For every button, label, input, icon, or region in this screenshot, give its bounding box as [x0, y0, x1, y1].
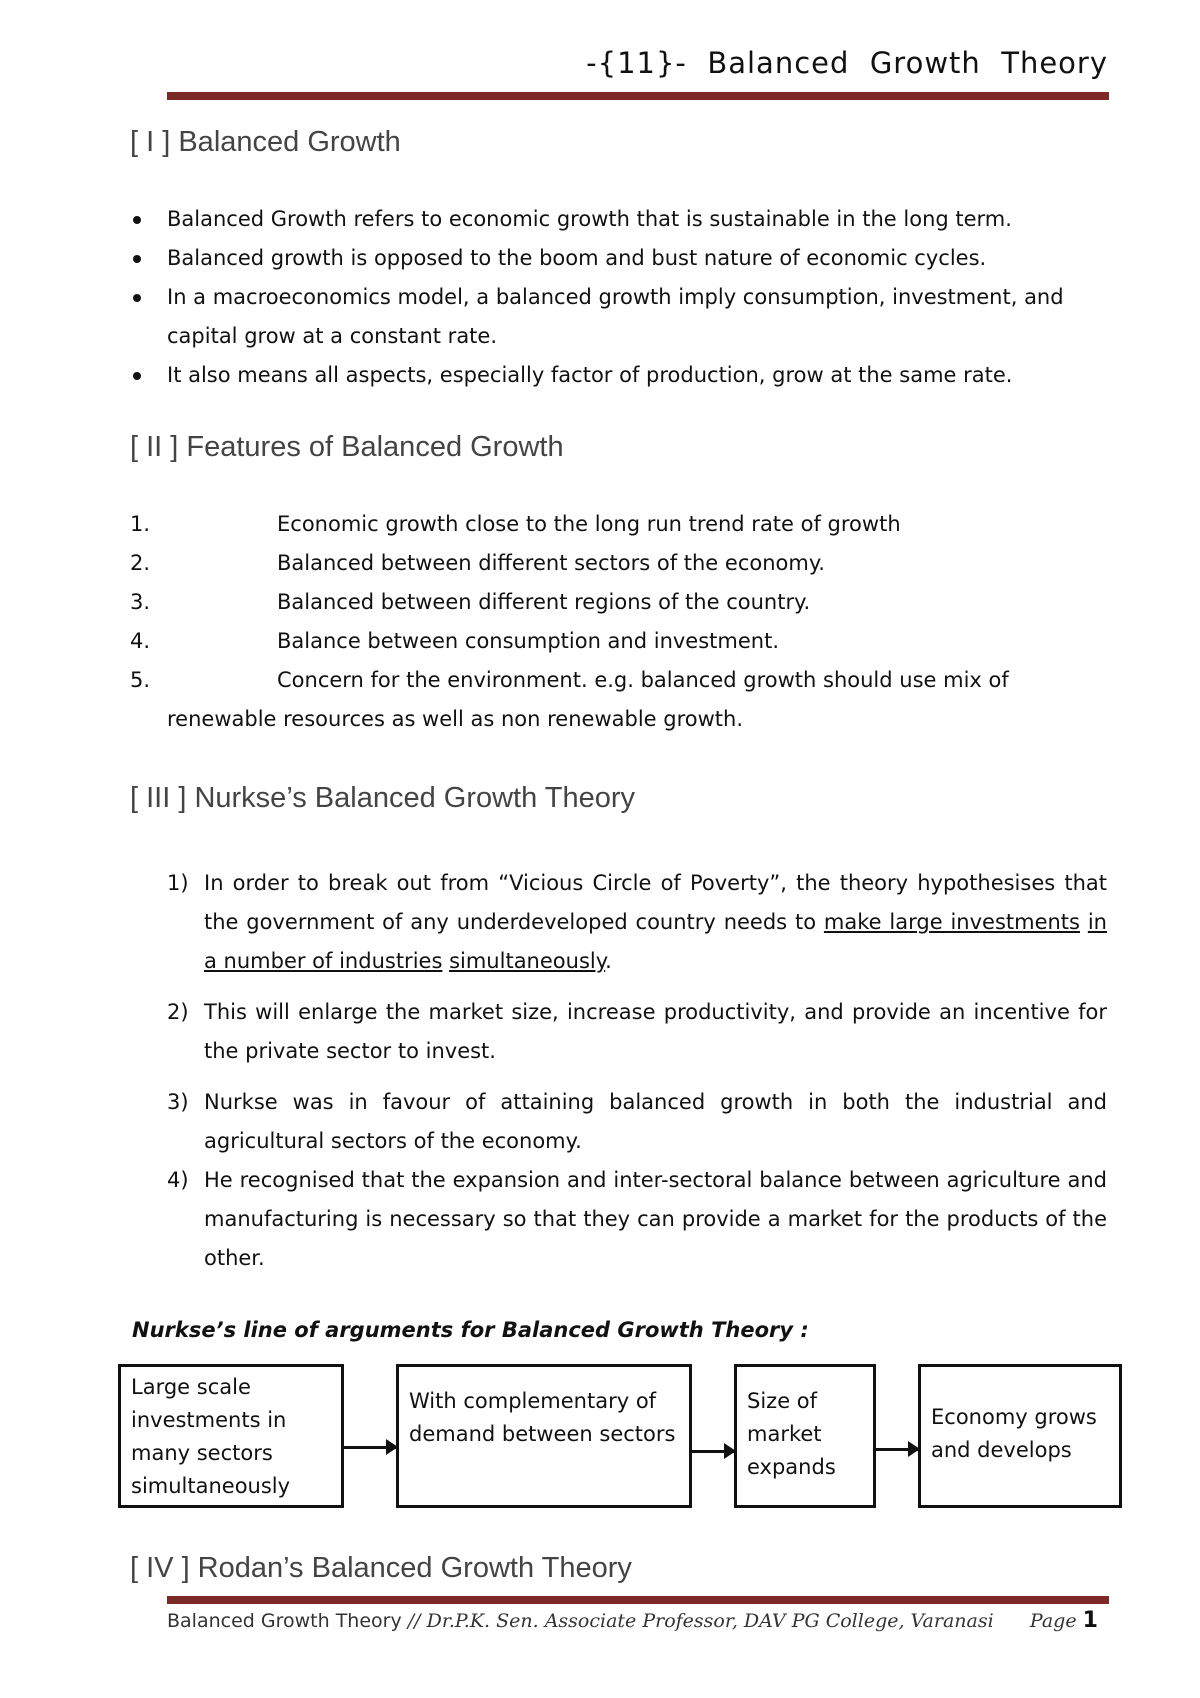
bullet-item: It also means all aspects, especially factor of production, grow at the same rate.: [130, 356, 1110, 395]
page-footer: [167, 1608, 1098, 1633]
list-item: [167, 993, 1107, 1071]
list-text: Economic growth close to the long run trend rate of growth: [277, 512, 901, 536]
list-number: 3.: [130, 590, 151, 614]
list-text: Balanced between different regions of the country.: [277, 590, 811, 614]
section-1-bullet-list: [130, 200, 1110, 395]
list-number: 5.: [130, 668, 151, 692]
bullet-item: In a macroeconomics model, a balanced growth imply consumption, investment, and capital grow at a constant rate.: [130, 278, 1110, 356]
list-text: This will enlarge the market size, increase productivity, and provide an incentive for the private sector to invest.: [204, 1000, 1107, 1063]
underlined-phrase: make large investments: [823, 910, 1080, 934]
footer-rule: [167, 1596, 1109, 1604]
underlined-phrase: in a number of industries: [204, 910, 1107, 973]
list-text: Balanced between different sectors of the economy.: [277, 551, 825, 575]
list-item: [130, 505, 1110, 544]
list-text: Nurkse was in favour of attaining balanced growth in both the industrial and agricultural sectors of the economy.: [204, 1090, 1107, 1153]
list-text: In order to break out from “Vicious Circle of Poverty”, the theory hypothesises that the government of any underdeveloped country needs to: [204, 871, 1107, 934]
bullet-item: Balanced Growth refers to economic growth that is sustainable in the long term.: [130, 200, 1110, 239]
list-text-end: .: [605, 949, 612, 973]
list-item: [130, 583, 1110, 622]
section-3-numbered-list: [167, 864, 1107, 1290]
footer-doc-title: Balanced Growth Theory: [167, 1610, 402, 1632]
list-item: [130, 544, 1110, 583]
flow-box-complementary-demand: With complementary of demand between sectors: [396, 1364, 692, 1508]
page-header-title: -{11}- Balanced Growth Theory: [586, 46, 1108, 80]
flow-arrow-icon: [876, 1448, 918, 1451]
section-2-heading: [ II ] Features of Balanced Growth: [130, 431, 564, 463]
list-number: 1): [167, 871, 189, 895]
flow-box-investments: Large scale investments in many sectors simultaneously: [118, 1364, 344, 1508]
bullet-item: Balanced growth is opposed to the boom and bust nature of economic cycles.: [130, 239, 1110, 278]
list-item: [130, 661, 1110, 700]
section-2-numbered-list: [130, 505, 1110, 739]
list-item: [167, 1161, 1107, 1278]
section-1-heading: [ I ] Balanced Growth: [130, 126, 401, 158]
section-3-heading: [ III ] Nurkse’s Balanced Growth Theory: [130, 782, 636, 814]
list-item: [167, 864, 1107, 981]
list-number: 3): [167, 1090, 189, 1114]
flow-arrow-icon: [344, 1446, 396, 1449]
list-text: He recognised that the expansion and inter-sectoral balance between agriculture and manufacturing is necessary so that they can provide a market for the products of the other.: [204, 1168, 1107, 1270]
list-item-continuation: renewable resources as well as non renewable growth.: [167, 707, 743, 731]
underlined-phrase: simultaneously: [449, 949, 606, 973]
list-text: Concern for the environment. e.g. balanced growth should use mix of: [277, 668, 1009, 692]
section-4-heading: [ IV ] Rodan’s Balanced Growth Theory: [130, 1552, 632, 1584]
list-item: [130, 622, 1110, 661]
arguments-title: Nurkse’s line of arguments for Balanced Growth Theory :: [132, 1318, 809, 1342]
list-number: 1.: [130, 512, 151, 536]
footer-author: // Dr.P.K. Sen. Associate Professor, DAV PG College, Varanasi: [407, 1610, 994, 1632]
flow-arrow-icon: [692, 1450, 734, 1453]
header-rule: [167, 92, 1109, 100]
flow-box-economy-grows: Economy grows and develops: [918, 1364, 1122, 1508]
footer-page-number: 1: [1082, 1608, 1098, 1633]
list-number: 4): [167, 1168, 189, 1192]
flow-box-market-size: Size of market expands: [734, 1364, 876, 1508]
list-item: [167, 1083, 1107, 1161]
list-number: 2.: [130, 551, 151, 575]
list-number: 4.: [130, 629, 151, 653]
list-number: 2): [167, 1000, 189, 1024]
footer-page-label: Page: [1029, 1610, 1077, 1632]
list-text: Balance between consumption and investment.: [277, 629, 780, 653]
